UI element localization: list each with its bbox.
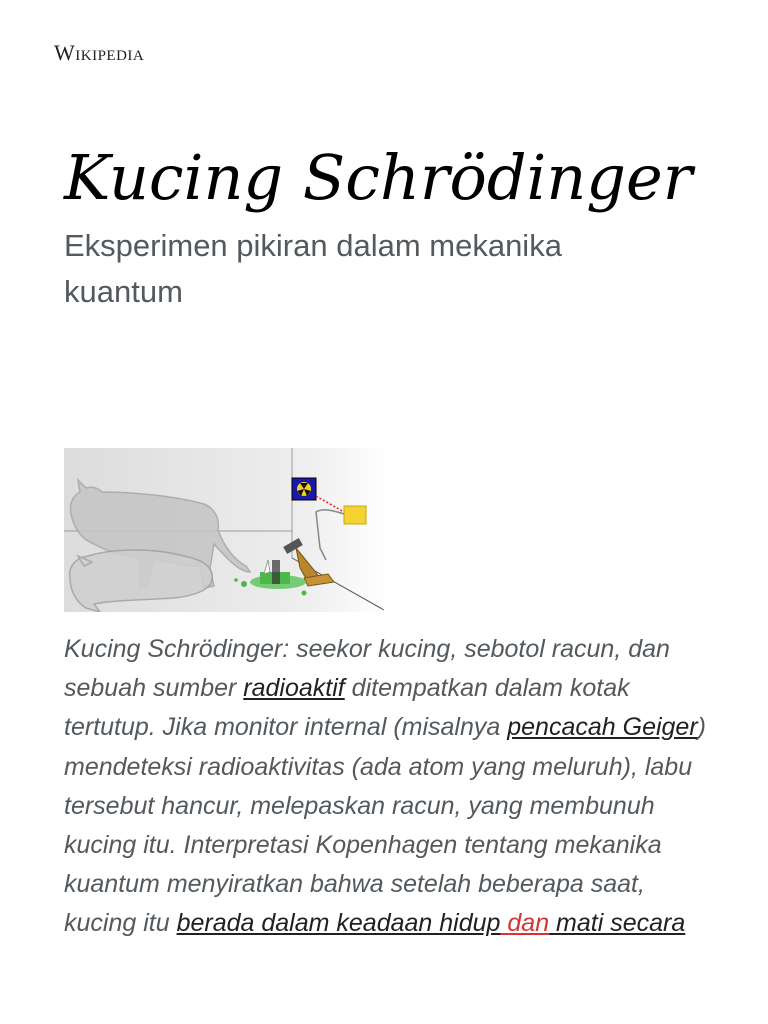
caption-text: Kucing Schrödinger: seekor kucing, sebotol racun, dan sebuah sumber xyxy=(64,635,670,703)
page-description: Eksperimen pikiran dalam mekanika kuantum xyxy=(64,228,562,309)
redlink-dan[interactable]: dan xyxy=(500,909,550,938)
caption-text: ditempatkan dalam kotak tertutup. Jika monitor internal (misalnya xyxy=(64,674,630,742)
image-caption xyxy=(64,630,714,944)
caption-text: ) mendeteksi radioaktivitas (ada atom yang meluruh), labu tersebut hancur, melepaskan racun, yang membunuh kucing itu. Interpretasi Kopenhagen tentang mekanika kuantum menyiratkan bahwa setelah beberapa saat, kucing itu xyxy=(64,713,706,938)
link-keadaan-hidup[interactable]: berada dalam keadaan hidup xyxy=(176,909,501,938)
article-image[interactable] xyxy=(64,448,386,612)
page-title: Kucing Schrödinger xyxy=(64,141,693,214)
link-radioaktif[interactable]: radioaktif xyxy=(243,674,345,703)
wikipedia-wordmark[interactable]: Wikipedia xyxy=(54,40,145,65)
link-pencacah-geiger[interactable]: pencacah Geiger xyxy=(507,713,698,742)
link-mati-secara[interactable]: mati secara xyxy=(549,909,686,938)
schrodinger-cat-illustration-icon xyxy=(64,448,386,612)
